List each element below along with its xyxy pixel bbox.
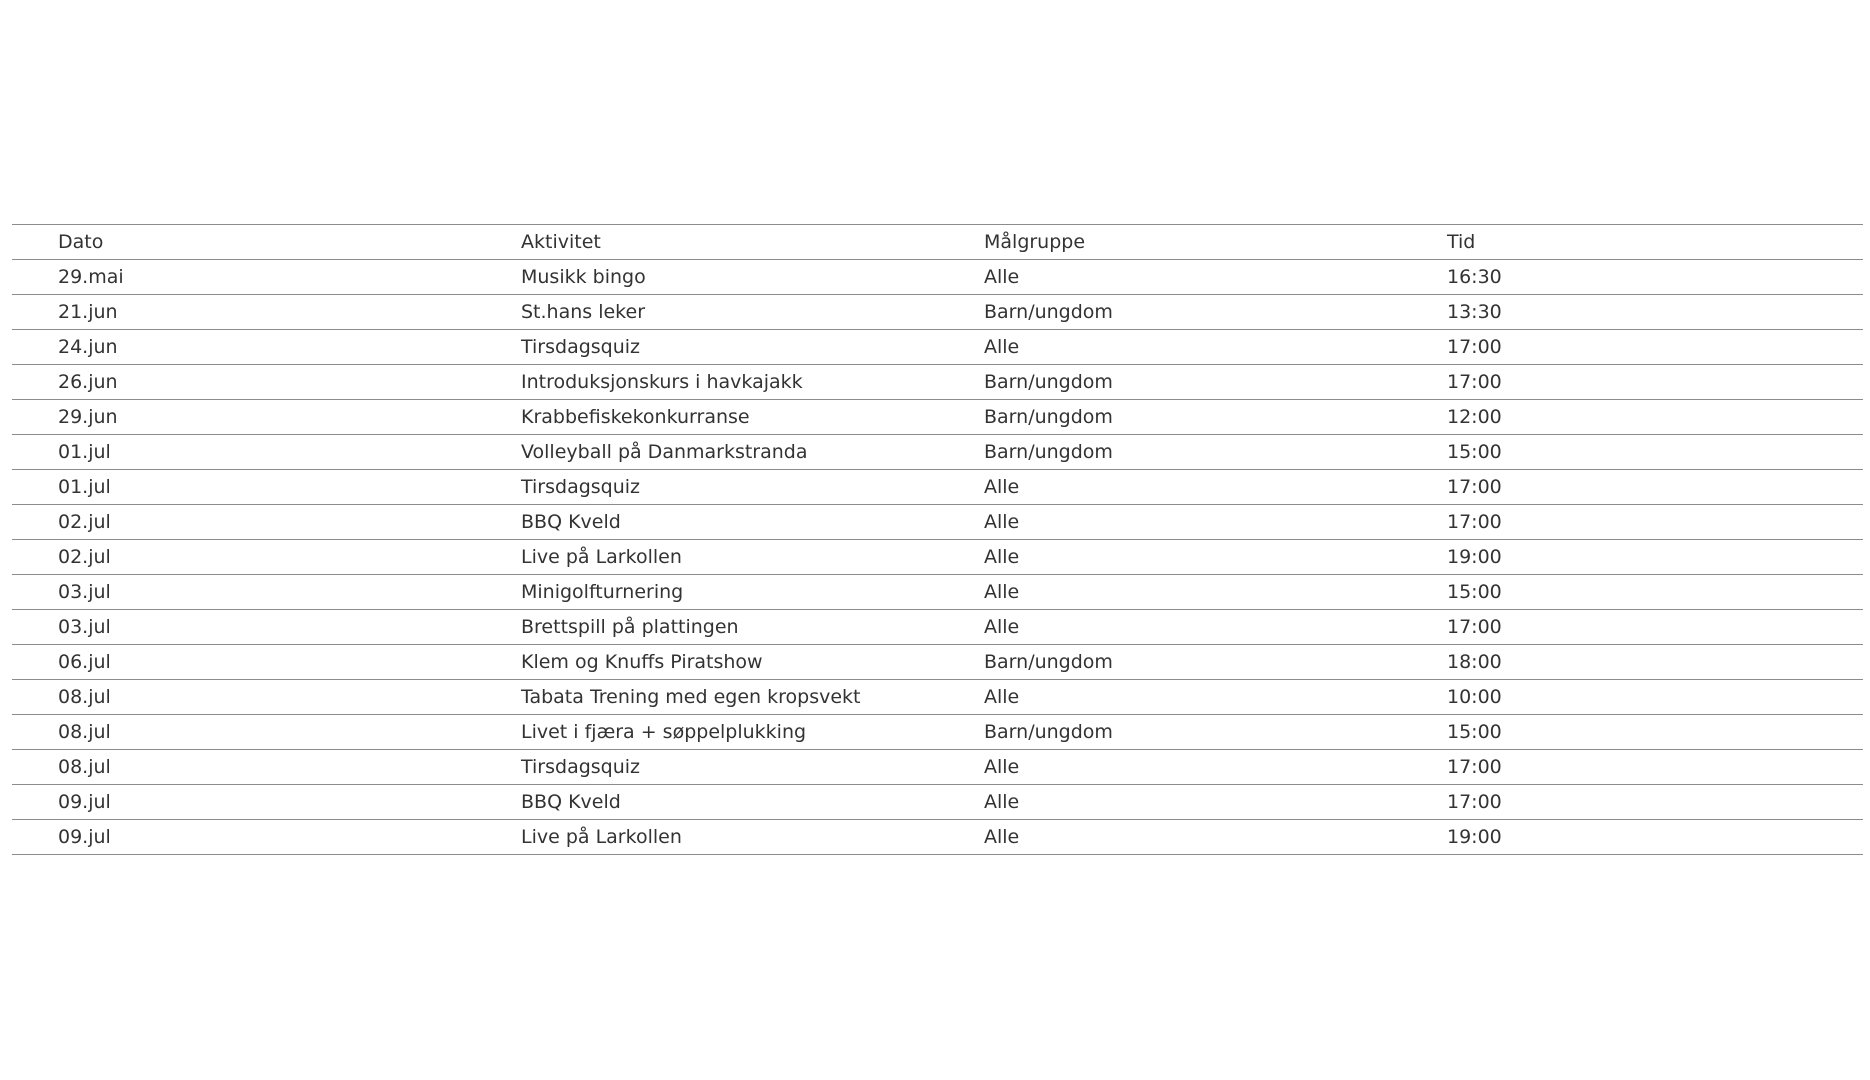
cell-target-group: Alle [938, 750, 1401, 785]
table-row [12, 680, 1863, 715]
table-row [12, 715, 1863, 750]
cell-time: 10:00 [1401, 680, 1863, 715]
cell-date: 09.jul [12, 785, 475, 820]
cell-date: 02.jul [12, 505, 475, 540]
cell-date: 29.jun [12, 400, 475, 435]
cell-time: 19:00 [1401, 540, 1863, 575]
cell-date: 09.jul [12, 820, 475, 855]
cell-time: 17:00 [1401, 470, 1863, 505]
cell-target-group: Barn/ungdom [938, 295, 1401, 330]
cell-time: 13:30 [1401, 295, 1863, 330]
cell-activity: Brettspill på plattingen [475, 610, 938, 645]
header-activity: Aktivitet [475, 225, 938, 260]
cell-activity: Tirsdagsquiz [475, 470, 938, 505]
cell-date: 03.jul [12, 610, 475, 645]
cell-time: 19:00 [1401, 820, 1863, 855]
table-row [12, 820, 1863, 855]
cell-activity: BBQ Kveld [475, 505, 938, 540]
cell-activity: Musikk bingo [475, 260, 938, 295]
table-row [12, 610, 1863, 645]
cell-time: 17:00 [1401, 610, 1863, 645]
cell-time: 12:00 [1401, 400, 1863, 435]
table-row [12, 470, 1863, 505]
cell-date: 01.jul [12, 435, 475, 470]
cell-target-group: Alle [938, 505, 1401, 540]
cell-target-group: Barn/ungdom [938, 435, 1401, 470]
cell-date: 03.jul [12, 575, 475, 610]
activity-table [12, 224, 1863, 855]
cell-activity: Introduksjonskurs i havkajakk [475, 365, 938, 400]
cell-date: 29.mai [12, 260, 475, 295]
table-row [12, 400, 1863, 435]
cell-target-group: Alle [938, 260, 1401, 295]
table-row [12, 295, 1863, 330]
cell-date: 26.jun [12, 365, 475, 400]
cell-time: 15:00 [1401, 435, 1863, 470]
table-body [12, 260, 1863, 855]
cell-activity: Tirsdagsquiz [475, 330, 938, 365]
cell-activity: Live på Larkollen [475, 820, 938, 855]
cell-activity: Krabbefiskekonkurranse [475, 400, 938, 435]
cell-activity: Klem og Knuffs Piratshow [475, 645, 938, 680]
cell-time: 17:00 [1401, 365, 1863, 400]
table-row [12, 645, 1863, 680]
cell-date: 08.jul [12, 680, 475, 715]
cell-date: 08.jul [12, 750, 475, 785]
cell-date: 24.jun [12, 330, 475, 365]
cell-target-group: Barn/ungdom [938, 645, 1401, 680]
cell-time: 17:00 [1401, 505, 1863, 540]
cell-date: 08.jul [12, 715, 475, 750]
cell-target-group: Alle [938, 470, 1401, 505]
cell-target-group: Barn/ungdom [938, 365, 1401, 400]
cell-date: 01.jul [12, 470, 475, 505]
cell-target-group: Alle [938, 330, 1401, 365]
cell-target-group: Barn/ungdom [938, 400, 1401, 435]
cell-time: 15:00 [1401, 715, 1863, 750]
table-row [12, 260, 1863, 295]
table-row [12, 505, 1863, 540]
cell-date: 02.jul [12, 540, 475, 575]
cell-target-group: Alle [938, 575, 1401, 610]
cell-target-group: Alle [938, 610, 1401, 645]
cell-activity: Tirsdagsquiz [475, 750, 938, 785]
cell-time: 17:00 [1401, 750, 1863, 785]
cell-activity: BBQ Kveld [475, 785, 938, 820]
header-time: Tid [1401, 225, 1863, 260]
table-header-row [12, 225, 1863, 260]
cell-target-group: Alle [938, 820, 1401, 855]
header-target-group: Målgruppe [938, 225, 1401, 260]
cell-time: 15:00 [1401, 575, 1863, 610]
table-row [12, 750, 1863, 785]
table-row [12, 785, 1863, 820]
cell-activity: Livet i fjæra + søppelplukking [475, 715, 938, 750]
cell-date: 21.jun [12, 295, 475, 330]
table-row [12, 435, 1863, 470]
cell-time: 17:00 [1401, 785, 1863, 820]
cell-target-group: Barn/ungdom [938, 715, 1401, 750]
table-row [12, 575, 1863, 610]
cell-target-group: Alle [938, 785, 1401, 820]
cell-time: 18:00 [1401, 645, 1863, 680]
cell-activity: Minigolfturnering [475, 575, 938, 610]
cell-activity: Live på Larkollen [475, 540, 938, 575]
table-row [12, 365, 1863, 400]
cell-activity: Volleyball på Danmarkstranda [475, 435, 938, 470]
cell-target-group: Alle [938, 680, 1401, 715]
activity-schedule [12, 224, 1863, 855]
table-row [12, 540, 1863, 575]
cell-time: 16:30 [1401, 260, 1863, 295]
cell-time: 17:00 [1401, 330, 1863, 365]
cell-activity: Tabata Trening med egen kropsvekt [475, 680, 938, 715]
cell-activity: St.hans leker [475, 295, 938, 330]
header-date: Dato [12, 225, 475, 260]
table-row [12, 330, 1863, 365]
cell-date: 06.jul [12, 645, 475, 680]
cell-target-group: Alle [938, 540, 1401, 575]
